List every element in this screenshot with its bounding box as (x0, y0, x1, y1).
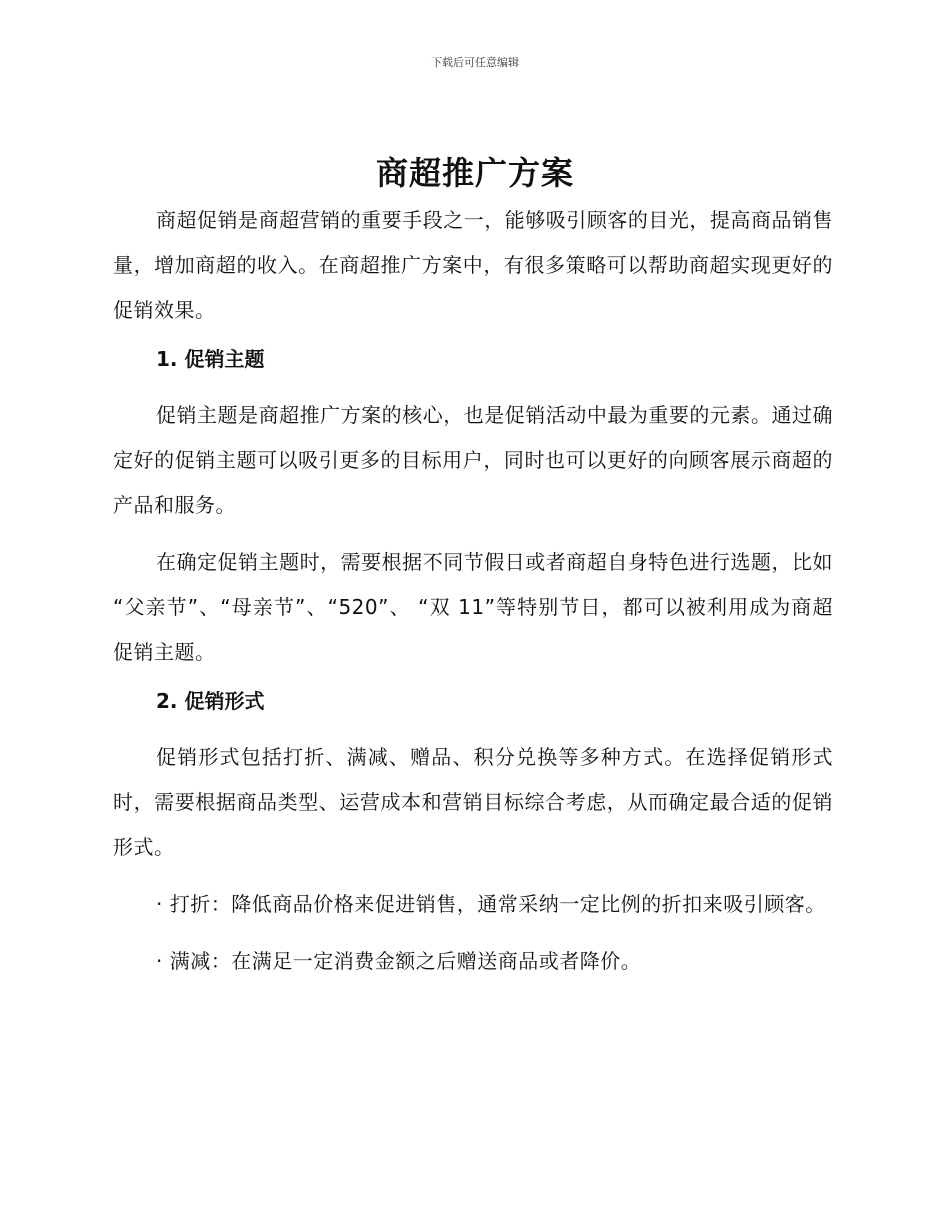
bullet-item-spend-and-save: · 满减：在满足一定消费金额之后赠送商品或者降价。 (156, 949, 642, 973)
intro-paragraph: 商超促销是商超营销的重要手段之一，能够吸引顾客的目光，提高商品销售量，增加商超的收入。在商超推广方案中，有很多策略可以帮助商超实现更好的促销效果。 (113, 208, 833, 322)
section-paragraph: 促销形式包括打折、满减、赠品、积分兑换等多种方式。在选择促销形式时，需要根据商品类型、运营成本和营销目标综合考虑，从而确定最合适的促销形式。 (113, 745, 833, 859)
header-note: 下载后可任意编辑 (431, 56, 519, 69)
bullet-item-discount: · 打折：降低商品价格来促进销售，通常采纳一定比例的折扣来吸引顾客。 (156, 892, 826, 916)
section-heading-promotion-form: 2. 促销形式 (156, 689, 265, 713)
document-body (113, 198, 833, 996)
section-paragraph: 在确定促销主题时，需要根据不同节假日或者商超自身特色进行选题，比如 “父亲节”、“母亲节”、“520”、 “双 11”等特别节日，都可以被利用成为商超促销主题。 (113, 550, 833, 664)
document-title: 商超推广方案 (375, 154, 574, 192)
section-heading-promotion-theme: 1. 促销主题 (156, 347, 265, 371)
section-paragraph: 促销主题是商超推广方案的核心，也是促销活动中最为重要的元素。通过确定好的促销主题可以吸引更多的目标用户，同时也可以更好的向顾客展示商超的产品和服务。 (113, 403, 833, 517)
